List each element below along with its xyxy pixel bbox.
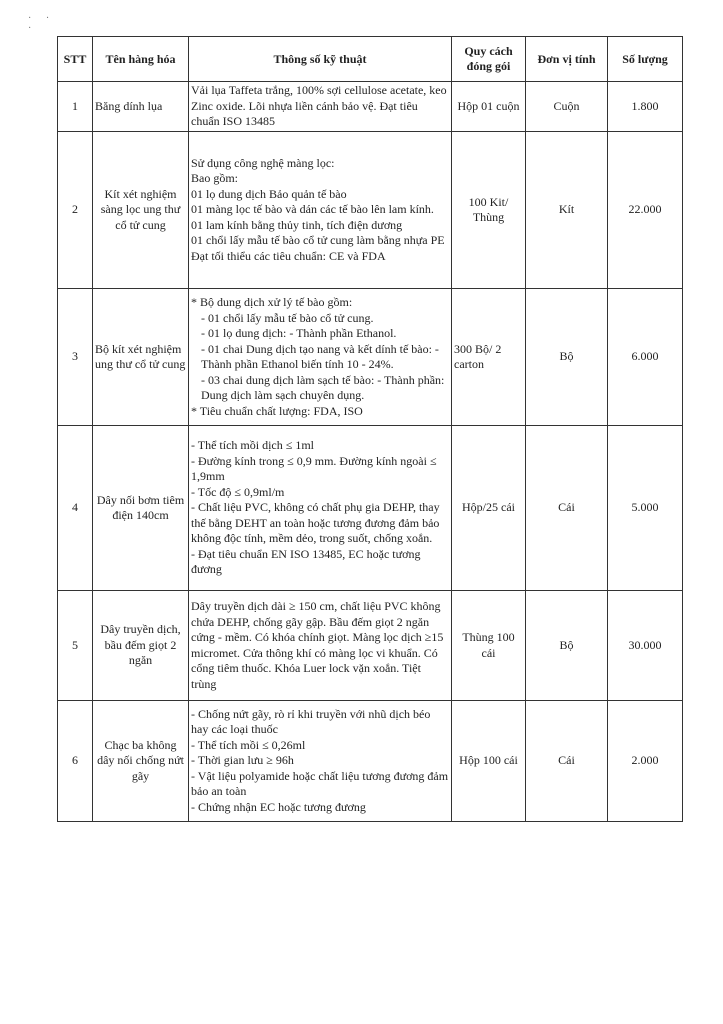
row-qty: 6.000 bbox=[608, 289, 683, 426]
row-pack: Hộp 100 cái bbox=[452, 701, 526, 822]
header-spec: Thông số kỹ thuật bbox=[189, 37, 452, 82]
row-pack: 100 Kit/ Thùng bbox=[452, 132, 526, 289]
spec-line: - 01 chổi lấy mẫu tế bào cổ tử cung. bbox=[201, 310, 374, 325]
spec-line: - Vật liệu polyamide hoặc chất liệu tương đương đảm bảo an toàn bbox=[191, 768, 449, 799]
spec-line: - Chống nứt gãy, rò rỉ khi truyền với nhũ dịch béo hay các loại thuốc bbox=[191, 706, 431, 737]
table-row bbox=[58, 82, 683, 132]
spec-line: - Thể tích mồi ≤ 0,26ml bbox=[191, 737, 306, 752]
row-name: Dây nối bơm tiêm điện 140cm bbox=[93, 426, 189, 591]
row-qty: 5.000 bbox=[608, 426, 683, 591]
goods-table bbox=[57, 36, 683, 822]
spec-line: Bao gồm: bbox=[191, 171, 238, 186]
spec-line: 01 chổi lấy mẫu tế bào cổ tử cung làm bằng nhựa PE bbox=[191, 233, 445, 248]
row-stt: 3 bbox=[58, 289, 93, 426]
row-stt: 6 bbox=[58, 701, 93, 822]
spec-line: - Chất liệu PVC, không có chất phụ gia DEHP, thay thế bằng DEHT an toàn hoặc tương đương đảm bảo không độc tính, mềm dẻo, trong suốt, chống xoắn. bbox=[191, 500, 440, 546]
row-unit: Kít bbox=[526, 132, 608, 289]
row-qty: 22.000 bbox=[608, 132, 683, 289]
row-spec bbox=[189, 591, 452, 701]
row-qty: 30.000 bbox=[608, 591, 683, 701]
spec-line: 01 màng lọc tế bào và dán các tế bào lên lam kính. bbox=[191, 202, 434, 217]
row-stt: 2 bbox=[58, 132, 93, 289]
row-unit: Cái bbox=[526, 701, 608, 822]
table-row bbox=[58, 701, 683, 822]
header-qty: Số lượng bbox=[608, 37, 683, 82]
spec-line: - 01 lọ dung dịch: - Thành phần Ethanol. bbox=[201, 326, 397, 340]
row-spec bbox=[189, 132, 452, 289]
spec-line: - Tốc độ ≤ 0,9ml/m bbox=[191, 484, 285, 499]
spec-line: Vải lụa Taffeta trắng, 100% sợi cellulose acetate, keo Zinc oxide. Lõi nhựa liền cánh bảo vệ. Đạt tiêu chuẩn ISO 13485 bbox=[191, 83, 447, 129]
row-stt: 4 bbox=[58, 426, 93, 591]
row-name: Dây truyền dịch, bầu đếm giọt 2 ngăn bbox=[93, 591, 189, 701]
row-name: Băng dính lụa bbox=[93, 82, 189, 132]
table-row bbox=[58, 132, 683, 289]
row-unit: Cái bbox=[526, 426, 608, 591]
spec-line: - 01 chai Dung dịch tạo nang và kết dính tế bào: - Thành phần Ethanol biến tính 10 - 24%. bbox=[201, 341, 439, 371]
row-name: Bộ kít xét nghiệm ung thư cổ tử cung bbox=[93, 289, 189, 426]
spec-line: - Chứng nhận EC hoặc tương đương bbox=[191, 799, 366, 814]
spec-line: - Đường kính trong ≤ 0,9 mm. Đường kính ngoài ≤ 1,9mm bbox=[191, 453, 437, 484]
row-pack: 300 Bộ/ 2 carton bbox=[452, 289, 526, 426]
spec-line: Dây truyền dịch dài ≥ 150 cm, chất liệu PVC không chứa DEHP, chống gãy gập. Bầu đếm giọt 2 ngăn cứng - mềm. Có khóa chính giọt. Màng lọc dịch ≥15 micromet. Cửa thông khí có màng lọc vi khuẩn. Có cổng tiêm thuốc. Khóa Luer lock vặn xoắn. Tiệt trùng bbox=[191, 599, 444, 691]
header-stt: STT bbox=[58, 37, 93, 82]
table-row bbox=[58, 591, 683, 701]
table-row bbox=[58, 289, 683, 426]
spec-line: Sử dụng công nghệ màng lọc: bbox=[191, 155, 335, 170]
row-stt: 1 bbox=[58, 82, 93, 132]
spec-line: 01 lam kính bằng thủy tinh, tích điện dương bbox=[191, 217, 403, 232]
spec-line: - Thời gian lưu ≥ 96h bbox=[191, 753, 294, 768]
header-name: Tên hàng hóa bbox=[93, 37, 189, 82]
row-spec bbox=[189, 701, 452, 822]
row-unit: Bộ bbox=[526, 591, 608, 701]
row-name: Chạc ba không dây nối chống nứt gãy bbox=[93, 701, 189, 822]
row-spec bbox=[189, 426, 452, 591]
row-pack: Hộp/25 cái bbox=[452, 426, 526, 591]
spec-line: - 03 chai dung dịch làm sạch tế bào: - Thành phần: Dung dịch làm sạch chuyên dụng. bbox=[201, 372, 445, 402]
row-qty: 1.800 bbox=[608, 82, 683, 132]
spec-line: Đạt tối thiểu các tiêu chuẩn: CE và FDA bbox=[191, 248, 386, 263]
spec-line: * Bộ dung dịch xử lý tế bào gồm: bbox=[191, 295, 353, 309]
table-row bbox=[58, 426, 683, 591]
row-unit: Cuộn bbox=[526, 82, 608, 132]
row-spec bbox=[189, 289, 452, 426]
row-name: Kít xét nghiệm sàng lọc ung thư cổ tử cung bbox=[93, 132, 189, 289]
row-pack: Thùng 100 cái bbox=[452, 591, 526, 701]
row-pack: Hộp 01 cuộn bbox=[452, 82, 526, 132]
scan-specks: · · · bbox=[28, 13, 56, 34]
row-stt: 5 bbox=[58, 591, 93, 701]
row-unit: Bộ bbox=[526, 289, 608, 426]
spec-line: 01 lọ dung dịch Bảo quản tế bào bbox=[191, 186, 347, 201]
row-qty: 2.000 bbox=[608, 701, 683, 822]
row-spec bbox=[189, 82, 452, 132]
spec-line: - Thể tích mồi dịch ≤ 1ml bbox=[191, 438, 315, 453]
table-header-row bbox=[58, 37, 683, 82]
spec-line: * Tiêu chuẩn chất lượng: FDA, ISO bbox=[191, 403, 363, 418]
spec-line: - Đạt tiêu chuẩn EN ISO 13485, EC hoặc tương đương bbox=[191, 546, 421, 577]
header-unit: Đơn vị tính bbox=[526, 37, 608, 82]
header-pack: Quy cách đóng gói bbox=[452, 37, 526, 82]
